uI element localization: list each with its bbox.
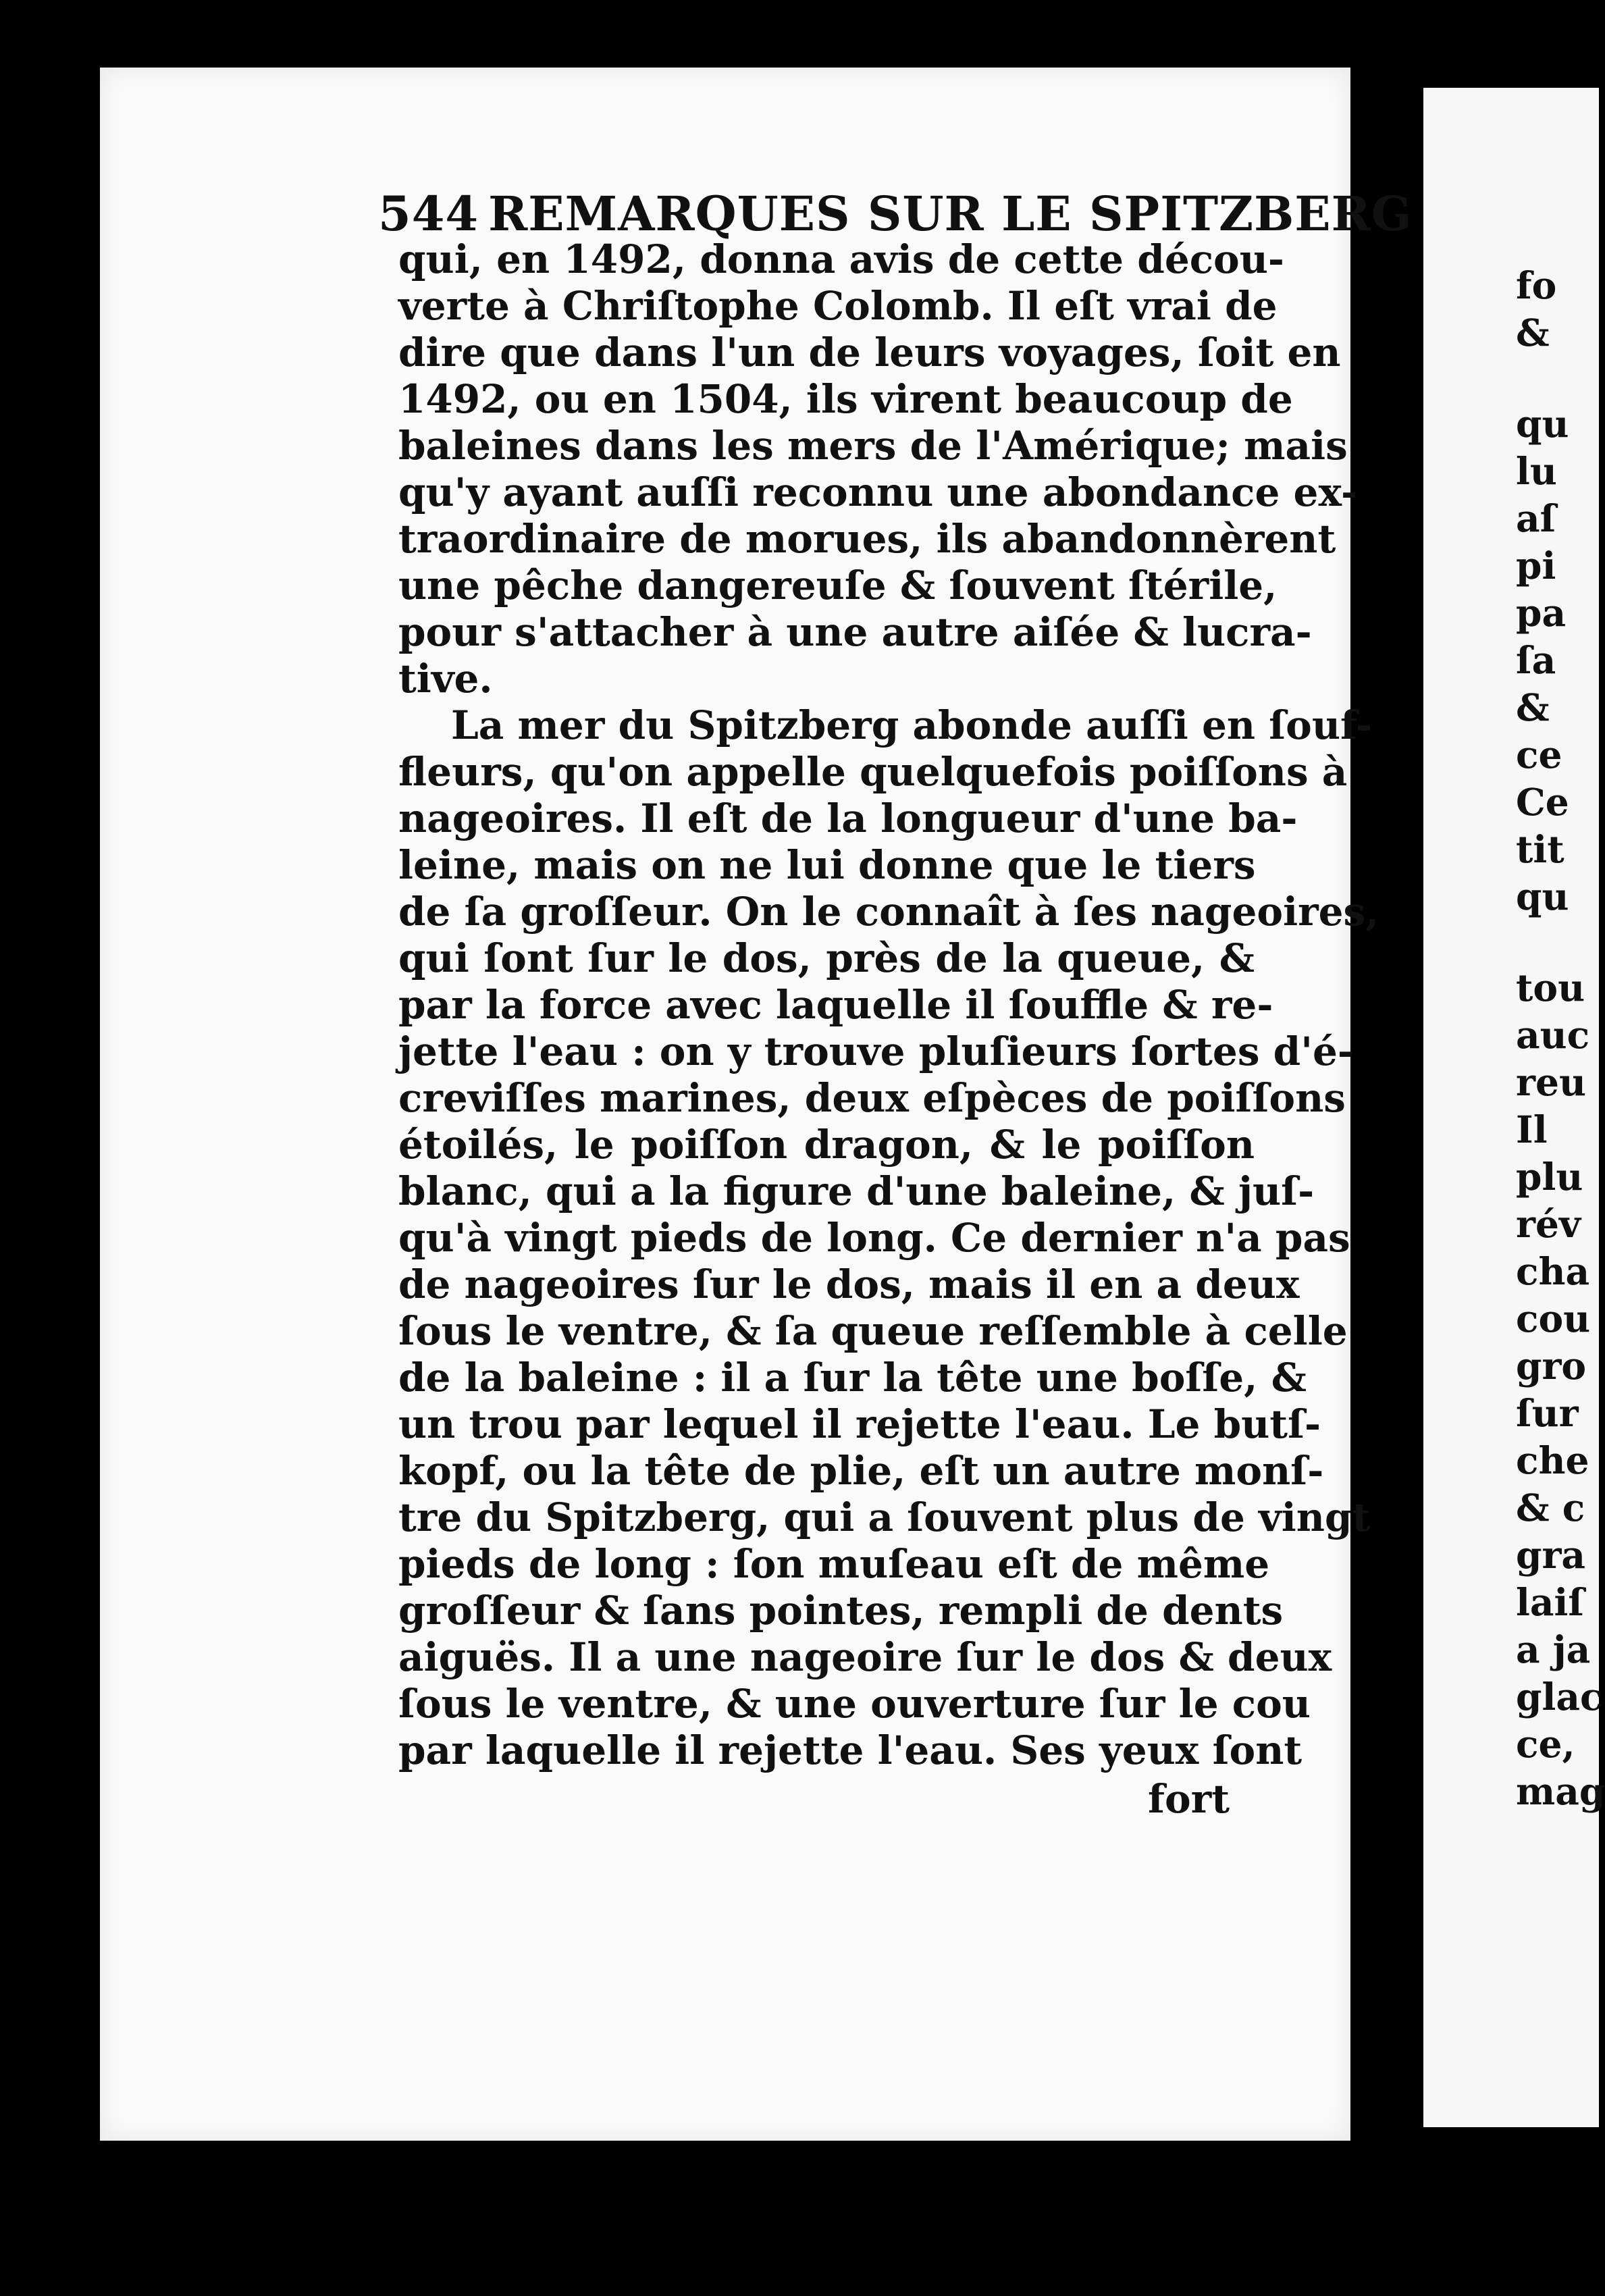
catchword: fort	[1148, 1776, 1230, 1822]
text-line: qu'y ayant auſſi reconnu une abondance ex-	[398, 469, 1358, 515]
text-line: kopf, ou la tête de plie, eſt un autre monſ-	[398, 1448, 1324, 1494]
text-line: groſſeur & ſans pointes, rempli de dents	[398, 1588, 1284, 1634]
running-header	[378, 186, 1413, 242]
facing-page-fragment: cou	[1516, 1297, 1591, 1340]
facing-page-fragment: gra	[1516, 1533, 1586, 1577]
text-line: pour s'attacher à une autre aiſée & lucra-	[398, 609, 1312, 655]
text-line: baleines dans les mers de l'Amérique; mais	[398, 423, 1348, 469]
facing-page-fragment: glac	[1516, 1675, 1603, 1719]
text-line: pieds de long : ſon muſeau eſt de même	[398, 1541, 1270, 1587]
facing-page-fragment: tou	[1516, 966, 1585, 1010]
text-line: de la baleine : il a ſur la tête une boſſe, &	[398, 1355, 1307, 1401]
text-line: jette l'eau : on y trouve pluſieurs ſortes d'é-	[398, 1028, 1354, 1074]
text-line: par la force avec laquelle il ſouffle & re-	[398, 982, 1273, 1028]
facing-page-fragment: ce,	[1516, 1722, 1575, 1766]
text-line: un trou par lequel il rejette l'eau. Le butſ-	[398, 1401, 1321, 1447]
facing-page-fragment: qu	[1516, 875, 1569, 918]
facing-page-fragment: lu	[1516, 449, 1557, 493]
facing-page-fragment: che	[1516, 1438, 1589, 1482]
text-line: de ſa groſſeur. On le connaît à ſes nageoires,	[398, 889, 1379, 935]
text-line: aiguës. Il a une nageoire ſur le dos & deux	[398, 1634, 1332, 1680]
facing-page-fragment: ce	[1516, 733, 1562, 777]
text-line: étoilés, le poiſſon dragon, & le poiſſon	[398, 1122, 1255, 1168]
facing-page-fragment: pi	[1516, 544, 1556, 588]
text-line: dire que dans l'un de leurs voyages, ſoit en	[398, 330, 1341, 375]
text-line: creviſſes marines, deux eſpèces de poiſſons	[398, 1075, 1346, 1121]
text-line: qui ſont ſur le dos, près de la queue, &	[398, 935, 1255, 981]
facing-page-fragment: a ja	[1516, 1627, 1591, 1671]
facing-page-fragment: qu	[1516, 402, 1569, 446]
facing-page-fragment: Il	[1516, 1107, 1548, 1151]
facing-page-fragment: ſur	[1516, 1391, 1579, 1435]
facing-page-fragment: tit	[1516, 827, 1564, 871]
facing-page-fragment: auc	[1516, 1013, 1590, 1057]
facing-page-fragment: fo	[1516, 263, 1557, 307]
facing-page-fragment: pa	[1516, 591, 1567, 635]
text-line: 1492, ou en 1504, ils virent beaucoup de	[398, 376, 1293, 422]
text-line: de nageoires ſur le dos, mais il en a deux	[398, 1261, 1300, 1307]
facing-page-fragment: plu	[1516, 1155, 1583, 1199]
text-line: une pêche dangereuſe & ſouvent ſtérile,	[398, 563, 1278, 608]
text-line: leine, mais on ne lui donne que le tiers	[398, 842, 1256, 888]
facing-page-fragment: cha	[1516, 1249, 1590, 1293]
facing-page-fragment: & c	[1516, 1486, 1585, 1530]
facing-page-fragment: reu	[1516, 1060, 1586, 1104]
facing-page-fragment: &	[1516, 685, 1550, 729]
facing-page-edge	[1423, 88, 1599, 2127]
text-line: qu'à vingt pieds de long. Ce dernier n'a pas	[398, 1215, 1350, 1261]
facing-page-fragment: gro	[1516, 1344, 1587, 1388]
text-line: La mer du Spitzberg abonde auſſi en ſouf-	[451, 702, 1372, 748]
text-line: verte à Chriſtophe Colomb. Il eſt vrai de	[398, 283, 1278, 329]
text-line: qui, en 1492, donna avis de cette décou-	[398, 236, 1284, 282]
text-line: tre du Spitzberg, qui a ſouvent plus de vingt	[398, 1494, 1371, 1540]
page-number: 544	[378, 186, 479, 242]
text-line: blanc, qui a la figure d'une baleine, & juſ-	[398, 1168, 1315, 1214]
text-line: nageoires. Il eſt de la longueur d'une ba-	[398, 795, 1298, 841]
text-line: par laquelle il rejette l'eau. Ses yeux ſont	[398, 1727, 1303, 1773]
text-line: ſous le ventre, & ſa queue reſſemble à celle	[398, 1308, 1348, 1354]
facing-page-fragment: rév	[1516, 1202, 1581, 1246]
text-line: fleurs, qu'on appelle quelquefois poiſſons à	[398, 749, 1348, 795]
text-line: ſous le ventre, & une ouverture ſur le cou	[398, 1681, 1311, 1727]
text-line: tive.	[398, 656, 493, 702]
facing-page-fragment: Ce	[1516, 780, 1569, 824]
text-line: traordinaire de morues, ils abandonnèrent	[398, 516, 1336, 562]
facing-page-fragment: ſa	[1516, 638, 1556, 682]
facing-page-fragment: laiſ	[1516, 1580, 1585, 1624]
running-title: REMARQUES SUR LE SPITZBERG	[488, 186, 1413, 242]
facing-page-fragment: aſ	[1516, 496, 1556, 540]
facing-page-fragment: &	[1516, 311, 1550, 355]
facing-page-fragment: mag	[1516, 1769, 1605, 1813]
